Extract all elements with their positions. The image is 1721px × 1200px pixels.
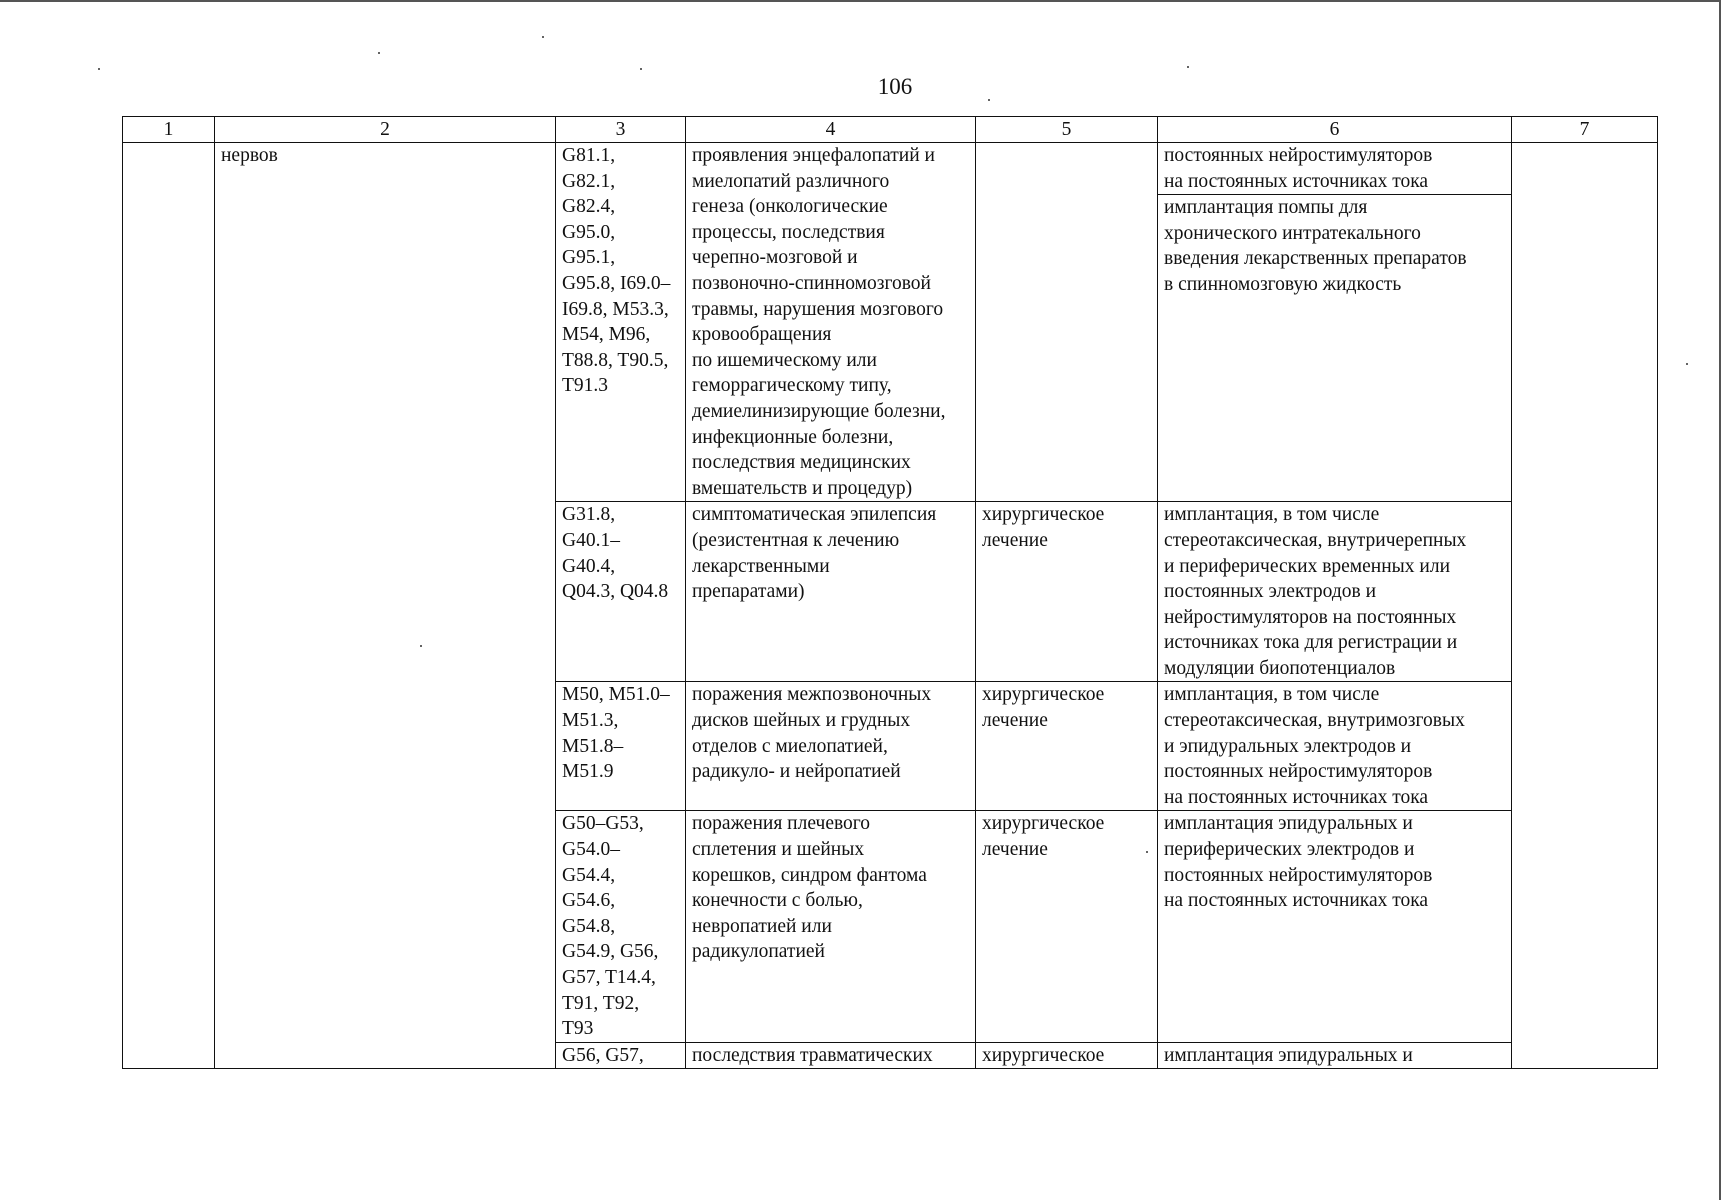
treatment-cell: хирургическое лечение xyxy=(976,811,1158,1042)
method-cell: имплантация эпидуральных и периферических электродов и постоянных нейростимуляторов на постоянных источниках тока xyxy=(1158,811,1512,1042)
codes-cell: G50–G53, G54.0– G54.4, G54.6, G54.8, G54.9, G56, G57, T14.4, T91, T92, T93 xyxy=(556,811,686,1042)
column-number: 7 xyxy=(1512,117,1658,143)
scan-speck xyxy=(1187,66,1189,68)
treatment-cell: хирургическое лечение xyxy=(976,682,1158,811)
column-number: 2 xyxy=(215,117,556,143)
method-cell: имплантация, в том числе стереотаксическая, внутричерепных и периферических временных или постоянных электродов и нейростимуляторов на постоянных источниках тока для регистрации и модуляции биопотенциалов xyxy=(1158,502,1512,682)
codes-cell: M50, M51.0– M51.3, M51.8– M51.9 xyxy=(556,682,686,811)
condition-cell: поражения межпозвоночных дисков шейных и грудных отделов с миелопатией, радикуло- и нейропатией xyxy=(686,682,976,811)
scan-speck xyxy=(640,68,642,70)
procedures-table xyxy=(122,116,1658,1069)
column-number: 1 xyxy=(123,117,215,143)
scan-speck xyxy=(98,68,100,70)
method-cell: имплантация, в том числе стереотаксическая, внутримозговых и эпидуральных электродов и постоянных нейростимуляторов на постоянных источниках тока xyxy=(1158,682,1512,811)
table-row xyxy=(123,143,1658,502)
condition-cell: последствия травматических xyxy=(686,1042,976,1069)
group-label-cell: нервов xyxy=(215,143,556,1069)
treatment-cell: хирургическое xyxy=(976,1042,1158,1069)
scan-speck xyxy=(378,52,380,54)
cost-cell xyxy=(1512,143,1658,1069)
page-number: 106 xyxy=(877,74,913,99)
method-cell xyxy=(1158,143,1512,502)
column-numbers-row xyxy=(123,117,1658,143)
column-number: 3 xyxy=(556,117,686,143)
column-number: 6 xyxy=(1158,117,1512,143)
condition-cell: симптоматическая эпилепсия (резистентная к лечению лекарственными препаратами) xyxy=(686,502,976,682)
codes-cell: G31.8, G40.1– G40.4, Q04.3, Q04.8 xyxy=(556,502,686,682)
method-text: постоянных нейростимуляторов на постоянных источниках тока xyxy=(1158,143,1511,195)
method-text: имплантация помпы для хронического интратекального введения лекарственных препаратов в спинномозговую жидкость xyxy=(1164,197,1467,295)
treatment-cell: хирургическое лечение xyxy=(976,502,1158,682)
column-number: 5 xyxy=(976,117,1158,143)
method-cell: имплантация эпидуральных и xyxy=(1158,1042,1512,1069)
row-number-cell xyxy=(123,143,215,1069)
condition-cell: проявления энцефалопатий и миелопатий различного генеза (онкологические процессы, последствия черепно-мозговой и позвоночно-спинномозговой травмы, нарушения мозгового кровообращения по ишемическому или геморрагическому типу, демиелинизирующие болезни, инфекционные болезни, последствия медицинских вмешательств и процедур) xyxy=(686,143,976,502)
scan-speck xyxy=(542,36,544,38)
column-number: 4 xyxy=(686,117,976,143)
condition-cell: поражения плечевого сплетения и шейных корешков, синдром фантома конечности с болью, невропатией или радикулопатией xyxy=(686,811,976,1042)
scan-speck xyxy=(1686,363,1688,365)
scan-speck xyxy=(988,99,990,101)
codes-cell: G81.1, G82.1, G82.4, G95.0, G95.1, G95.8, I69.0– I69.8, M53.3, M54, M96, T88.8, T90.5, T91.3 xyxy=(556,143,686,502)
codes-cell: G56, G57, xyxy=(556,1042,686,1069)
treatment-cell xyxy=(976,143,1158,502)
scan-border-top xyxy=(0,0,1721,2)
